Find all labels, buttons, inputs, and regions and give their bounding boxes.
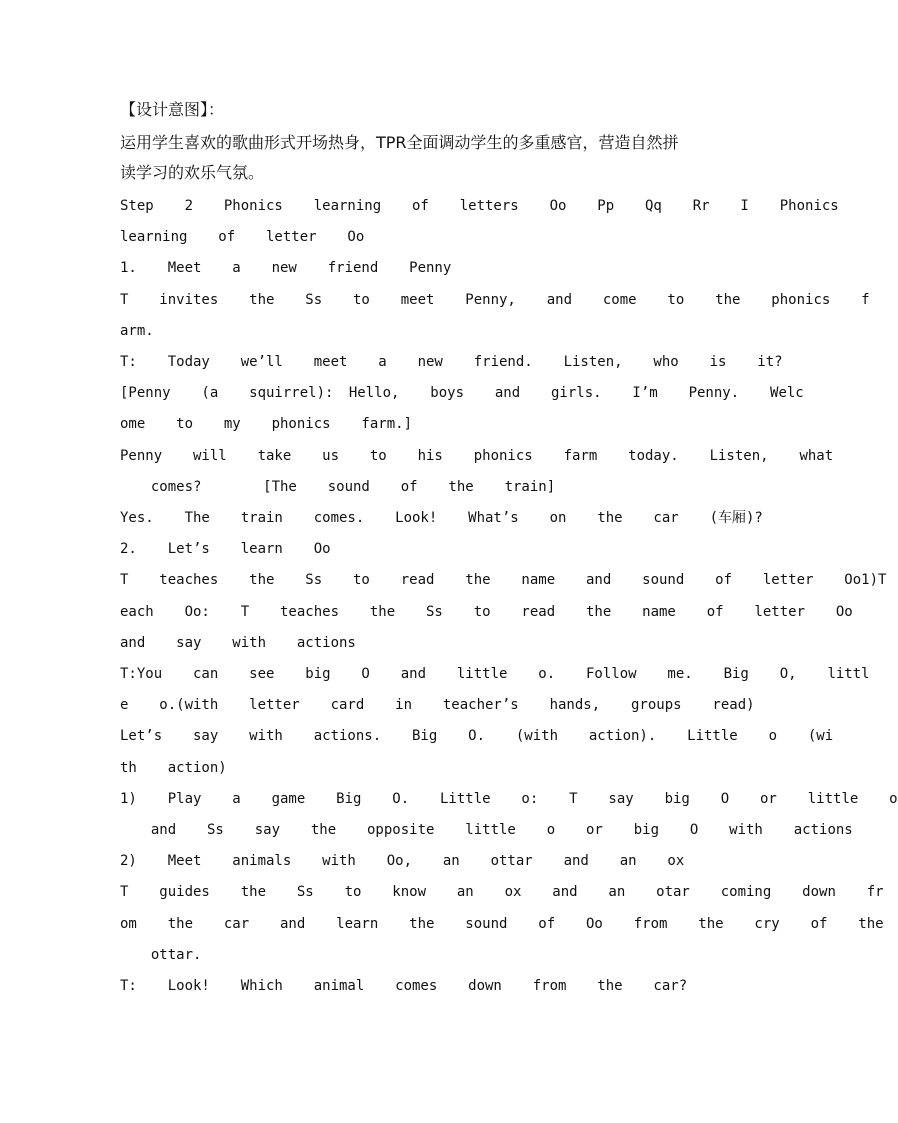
- design-intent-heading: 【设计意图】：: [120, 100, 225, 119]
- text-line: arm.: [120, 323, 154, 339]
- text-line: T invites the Ss to meet Penny, and come to the phonics f: [120, 292, 870, 308]
- text-line: th action): [120, 760, 227, 776]
- text-line: [Penny (a squirrel): Hello, boys and girls. I’m Penny. Welc: [120, 385, 804, 401]
- text-line: Yes. The train comes. Look! What’s on the car (车厢)?: [120, 510, 763, 526]
- text-line: 读学习的欢乐气氛。: [120, 163, 265, 182]
- text-line: T teaches the Ss to read the name and sound of letter Oo1)T: [120, 572, 887, 588]
- text-line: T:You can see big O and little o. Follow me. Big O, littl: [120, 666, 870, 682]
- text-line: 2) Meet animals with Oo, an ottar and an ox: [120, 853, 685, 869]
- step-heading: Step 2 Phonics learning of letters Oo Pp Qq Rr I Phonics: [120, 198, 839, 214]
- text-line: ottar.: [120, 947, 202, 963]
- section-heading: 1. Meet a new friend Penny: [120, 260, 452, 276]
- text-line: 1) Play a game Big O. Little o: T say big O or little o: [120, 791, 898, 807]
- text-line: and Ss say the opposite little o or big O with actions: [120, 822, 853, 838]
- text-line: T guides the Ss to know an ox and an otar coming down fr: [120, 884, 884, 900]
- text-line: T: Today we’ll meet a new friend. Listen, who is it?: [120, 354, 783, 370]
- text-line: each Oo: T teaches the Ss to read the name of letter Oo: [120, 604, 853, 620]
- text-line: and say with actions: [120, 635, 356, 651]
- text-line: 运用学生喜欢的歌曲形式开场热身，TPR全面调动学生的多重感官，营造自然拼: [120, 133, 679, 152]
- text-line: e o.(with letter card in teacher’s hands, groups read): [120, 697, 755, 713]
- text-line: T: Look! Which animal comes down from the car?: [120, 978, 688, 994]
- text-line: om the car and learn the sound of Oo from the cry of the: [120, 916, 884, 932]
- text-line: Let’s say with actions. Big O. (with action). Little o (wi: [120, 728, 834, 744]
- section-heading: 2. Let’s learn Oo: [120, 541, 331, 557]
- text-line: comes? [The sound of the train]: [120, 479, 556, 495]
- text-line: learning of letter Oo: [120, 229, 365, 245]
- text-line: ome to my phonics farm.]: [120, 416, 413, 432]
- text-line: Penny will take us to his phonics farm today. Listen, what: [120, 448, 834, 464]
